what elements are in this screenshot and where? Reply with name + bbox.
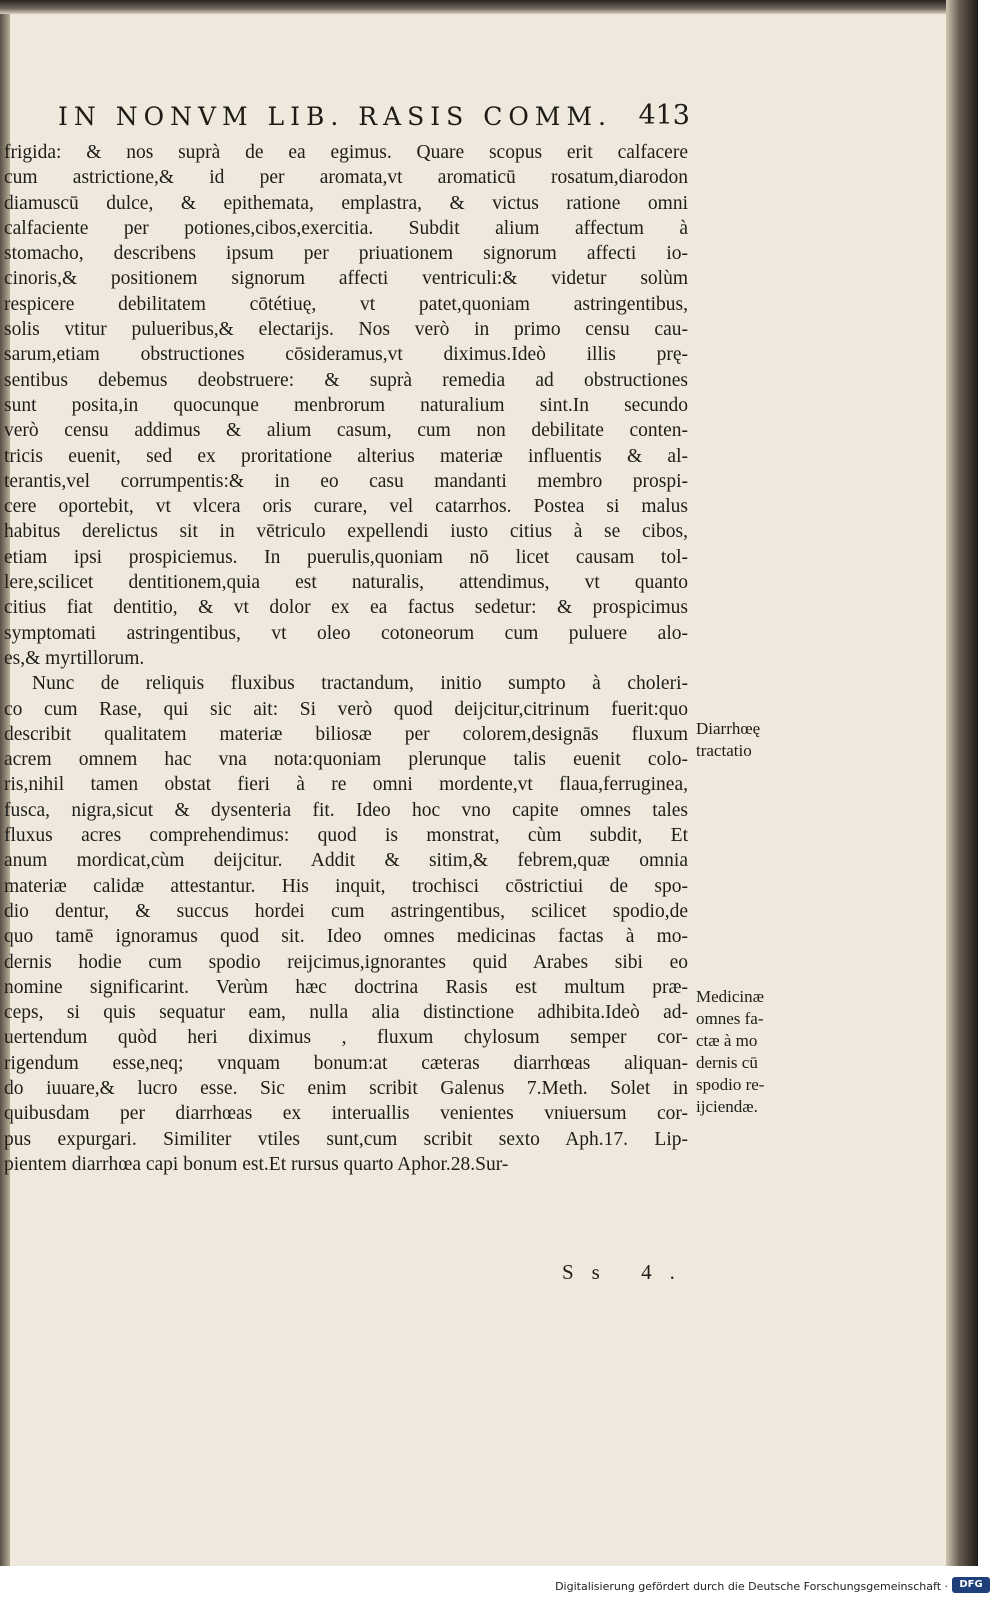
margin-note-line: dernis cū: [696, 1053, 758, 1072]
page-header: [58, 96, 690, 136]
digitization-footer: [0, 1566, 1000, 1603]
body-line: co cum Rase, qui sic ait: Si verò quod deijcitur,citrinum fuerit:quo: [4, 698, 688, 720]
running-title: IN NONVM LIB. RASIS COMM.: [58, 102, 613, 131]
margin-note-line: ijciendæ.: [696, 1097, 758, 1116]
body-line: rigendum esse,neq; vnquam bonum:at cæteras diarrhœas aliquan-: [4, 1052, 688, 1074]
body-line: habitus derelictus sit in vētriculo expellendi iusto citius à se cibos,: [4, 521, 688, 543]
body-line: verò censu addimus & alium casum, cum non debilitate conten-: [4, 420, 688, 442]
body-line: calfaciente per potiones,cibos,exercitia. Subdit alium affectum à: [4, 217, 688, 239]
margin-note-line: spodio re-: [696, 1075, 765, 1094]
body-line: materiæ calidæ attestantur. His inquit, trochisci cōstrictiui de spo-: [4, 875, 688, 897]
body-line: nomine significarint. Verùm hæc doctrina Rasis est multum præ-: [4, 976, 688, 998]
right-scan-border: [946, 0, 978, 1566]
body-line: uertendum quòd heri diximus , fluxum chylosum semper cor-: [4, 1027, 688, 1049]
body-line: Nunc de reliquis fluxibus tractandum, initio sumpto à choleri-: [32, 673, 688, 695]
margin-note-line: ctæ à mo: [696, 1031, 758, 1050]
body-line: stomacho, describens ipsum per priuationem signorum affecti io-: [4, 243, 688, 265]
body-line: citius fiat dentitio, & vt dolor ex ea factus sedetur: & prospicimus: [4, 597, 688, 619]
body-line: ceps, si quis sequatur eam, nulla alia distinctione adhibita.Ideò ad-: [4, 1002, 688, 1024]
body-line: cere oportebit, vt vlcera oris curare, vel catarrhos. Postea si malus: [4, 496, 688, 518]
body-line: frigida: & nos suprà de ea egimus. Quare scopus erit calfacere: [4, 142, 688, 163]
margin-note-line: omnes fa-: [696, 1009, 764, 1028]
body-line: quibusdam per diarrhœas ex interuallis venientes vniuersum cor-: [4, 1103, 688, 1125]
margin-note-line: Diarrhœę: [696, 719, 761, 738]
body-line: es,& myrtillorum.: [4, 647, 145, 669]
body-line: etiam ipsi prospiciemus. In puerulis,quoniam nō licet causam tol-: [4, 546, 688, 568]
body-line: do iuuare,& lucro esse. Sic enim scribit Galenus 7.Meth. Solet in: [4, 1077, 688, 1099]
body-line: respicere debilitatem cōtétiuę, vt patet,quoniam astringentibus,: [4, 293, 688, 315]
margin-note-medicinae: [696, 986, 804, 1118]
body-line: fusca, nigra,sicut & dysenteria fit. Ideo hoc vno capite omnes tales: [4, 799, 688, 821]
body-line: lere,scilicet dentitionem,quia est naturalis, attendimus, vt quanto: [4, 572, 688, 594]
top-scan-border: [0, 0, 978, 14]
dfg-logo: DFG: [952, 1577, 990, 1593]
body-line: sentibus debemus deobstruere: & suprà remedia ad obstructiones: [4, 369, 688, 391]
body-line: sunt posita,in quocunque menbrorum naturalium sint.In secundo: [4, 394, 688, 416]
margin-note-line: Medicinæ: [696, 987, 764, 1006]
body-line: pus expurgari. Similiter vtiles sunt,cum scribit sexto Aph.17. Lip-: [4, 1128, 688, 1150]
footer-credit: Digitalisierung gefördert durch die Deutsche Forschungsgemeinschaft ·: [555, 1580, 948, 1593]
body-line: dio dentur, & succus hordei cum astringentibus, scilicet spodio,de: [4, 900, 688, 922]
body-line: symptomati astringentibus, vt oleo cotoneorum cum puluere alo-: [4, 622, 688, 644]
body-line: ris,nihil tamen obstat fieri à re omni mordente,vt flaua,ferruginea,: [4, 774, 688, 796]
body-line: acrem omnem hac vna nota:quoniam plerunque talis euenit colo-: [4, 749, 688, 771]
body-line: diamuscū dulce, & epithemata, emplastra, & victus ratione omni: [4, 192, 688, 214]
body-line: quo tamē ignoramus quod sit. Ideo omnes medicinas factas à mo-: [4, 926, 688, 948]
body-text: [4, 140, 688, 1177]
signature-mark: Ss 4.: [562, 1260, 693, 1284]
body-line: solis vtitur pulueribus,& electarijs. Nos verò in primo censu cau-: [4, 319, 688, 341]
body-line: fluxus acres comprehendimus: quod is monstrat, cùm subdit, Et: [4, 825, 688, 847]
body-line: describit qualitatem materiæ biliosæ per colorem,designās fluxum: [4, 723, 688, 745]
body-line: anum mordicat,cùm deijcitur. Addit & sitim,& febrem,quæ omnia: [4, 850, 688, 872]
body-line: pientem diarrhœa capi bonum est.Et rursus quarto Aphor.28.Sur-: [4, 1153, 509, 1175]
body-line: terantis,vel corrumpentis:& in eo casu mandanti membro prospi-: [4, 470, 688, 492]
body-line: cum astrictione,& id per aromata,vt aromaticū rosatum,diarodon: [4, 167, 688, 189]
margin-note-diarrhoea: [696, 718, 804, 762]
body-line: dernis hodie cum spodio reijcimus,ignorantes quid Arabes sibi eo: [4, 951, 688, 973]
body-line: tricis euenit, sed ex proritatione alterius materiæ influentis & al-: [4, 445, 688, 467]
body-line: sarum,etiam obstructiones cōsideramus,vt diximus.Ideò illis prę-: [4, 344, 688, 366]
page-number: 413: [638, 100, 690, 131]
body-line: cinoris,& positionem signorum affecti ventriculi:& videtur solùm: [4, 268, 688, 290]
margin-note-line: tractatio: [696, 741, 752, 760]
